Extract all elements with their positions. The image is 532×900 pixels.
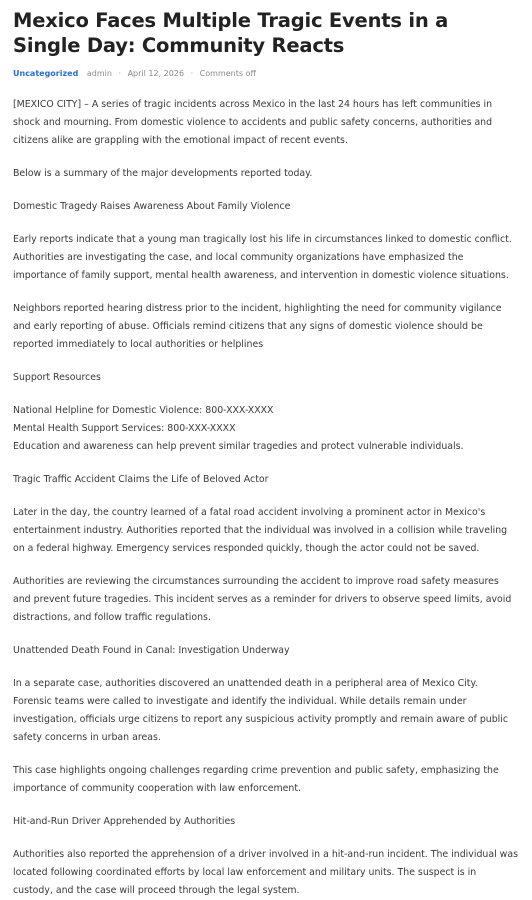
resource-line: Education and awareness can help prevent similar tragedies and protect vulnerable individuals. (13, 441, 464, 452)
article-body (13, 96, 519, 900)
author-name[interactable]: admin (86, 69, 112, 78)
summary-paragraph: Below is a summary of the major developments reported today. (13, 168, 313, 179)
intro-paragraph: [MEXICO CITY] – A series of tragic incidents across Mexico in the last 24 hours has left communities in shock and mourning. From domestic violence to accidents and public safety concerns, authorities and citizens alike are grappling with the emotional impact of recent events. (13, 99, 493, 146)
resource-line: National Helpline for Domestic Violence: 800-XXX-XXXX (13, 405, 274, 416)
paragraph: Early reports indicate that a young man tragically lost his life in circumstances linked to domestic conflict. Authorities are investigating the case, and local community organizations have emphasized the importance of family support, mental health awareness, and intervention in domestic violence situations. (13, 234, 512, 281)
section-heading-support: Support Resources (13, 372, 101, 383)
post-meta (13, 68, 519, 80)
section-heading-domestic: Domestic Tragedy Raises Awareness About Family Violence (13, 201, 291, 212)
resource-line: Mental Health Support Services: 800-XXX-XXXX (13, 423, 236, 434)
category-link[interactable]: Uncategorized (13, 69, 79, 78)
section-heading-hit-and-run: Hit-and-Run Driver Apprehended by Authorities (13, 816, 236, 827)
paragraph: Authorities also reported the apprehension of a driver involved in a hit-and-run incident. The individual was located following coordinated efforts by local law enforcement and military units. The suspect is in custody, and the case will proceed through the legal system. (13, 849, 518, 896)
meta-separator: · (190, 69, 194, 78)
post-date: April 12, 2026 (127, 69, 185, 78)
paragraph: Neighbors reported hearing distress prior to the incident, highlighting the need for community vigilance and early reporting of abuse. Officials remind citizens that any signs of domestic violence should be reported immediately to local authorities or helplines (13, 303, 502, 350)
paragraph: Authorities are reviewing the circumstances surrounding the accident to improve road safety measures and prevent future tragedies. This incident serves as a reminder for drivers to observe speed limits, avoid distractions, and follow traffic regulations. (13, 576, 512, 623)
article-title: Mexico Faces Multiple Tragic Events in a Single Day: Community Reacts (13, 9, 449, 57)
meta-separator: · (118, 69, 122, 78)
paragraph: Later in the day, the country learned of a fatal road accident involving a prominent actor in Mexico's entertainment industry. Authorities reported that the individual was involved in a collision while traveling on a federal highway. Emergency services responded quickly, though the actor could not be saved. (13, 507, 508, 554)
section-heading-canal: Unattended Death Found in Canal: Investigation Underway (13, 645, 290, 656)
section-heading-accident: Tragic Traffic Accident Claims the Life of Beloved Actor (13, 474, 269, 485)
paragraph: This case highlights ongoing challenges regarding crime prevention and public safety, emphasizing the importance of community cooperation with law enforcement. (13, 765, 499, 794)
paragraph: In a separate case, authorities discovered an unattended death in a peripheral area of Mexico City. Forensic teams were called to investigate and identify the individual. While details remain under investigation, officials urge citizens to report any suspicious activity promptly and remain aware of public safety concerns in urban areas. (13, 678, 509, 743)
comments-status: Comments off (199, 69, 256, 78)
